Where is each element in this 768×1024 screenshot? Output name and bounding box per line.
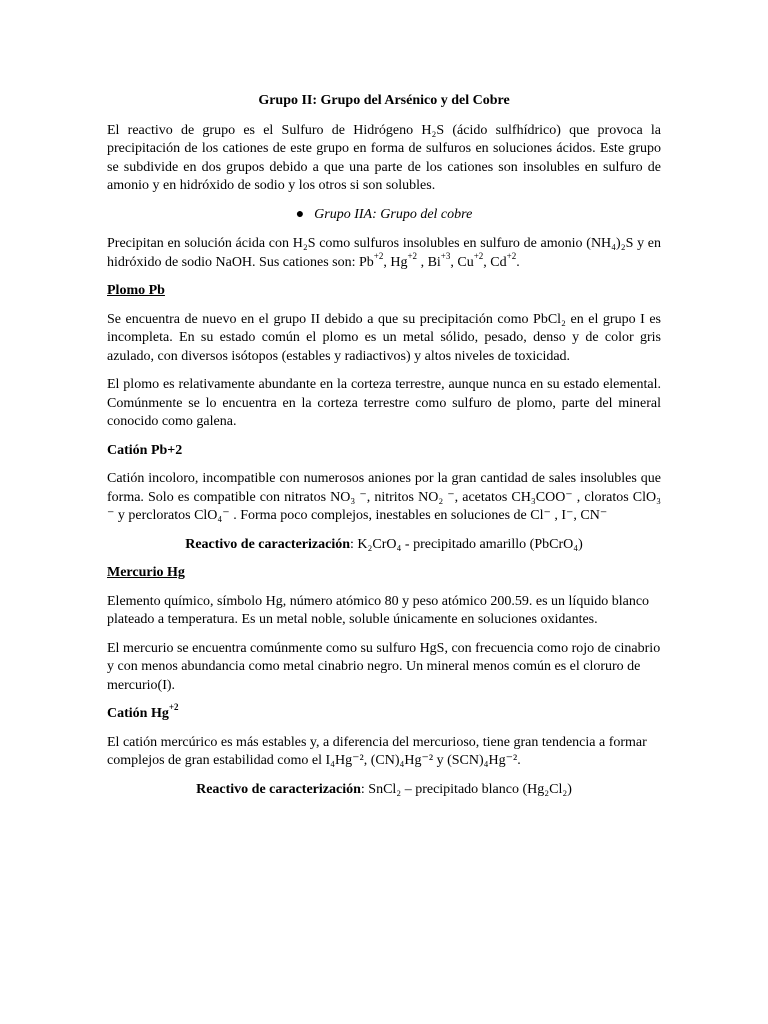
cation-charge: +2 [506,250,517,261]
pb-reactivo-line [107,536,661,555]
hg-reactivo-value: : SnCl₂ – precipitado blanco (Hg₂Cl₂) [360,781,572,797]
cation-pb-paragraph: Catión incoloro, incompatible con numerosos aniones por la gran cantidad de sales insolubles que forma. Solo es compatible con nitratos NO₃ ⁻, nitritos NO₂ ⁻, acetatos CH₃COO⁻ , cloratos ClO₃ ⁻ y percloratos ClO₄⁻ . Forma poco complejos, inestables en soluciones de Cl⁻ , I⁻, CN⁻ [107,471,661,523]
plomo-heading: Plomo Pb [107,283,165,298]
cation-charge: +3 [440,250,451,261]
document-body [107,92,661,809]
mercurio-paragraph-1: Elemento químico, símbolo Hg, número atómico 80 y peso atómico 200.59. es un líquido blanco plateado a temperatura. Es un metal noble, soluble únicamente en soluciones oxidantes. [107,593,650,627]
cation-cd: $Cd^{+2}$ [490,250,517,270]
cation-hg-heading-text: Catión Hg [107,706,169,721]
plomo-paragraph-2: El plomo es relativamente abundante en la corteza terrestre, aunque nunca en su estado elemental. Comúnmente se lo encuentra en la corteza terrestre como sulfuro de plomo, parte del mineral conocido como galena. [107,377,661,429]
cation-charge: +2 [407,250,418,261]
precipitan-paragraph [107,235,661,272]
cation-charge: +2 [373,250,384,261]
cation-cu: $Cu^{+2}$ [457,250,484,270]
cation-pb-heading: Catión Pb+2 [107,442,183,458]
hg-reactivo-line [107,781,661,800]
intro-paragraph: El reactivo de grupo es el Sulfuro de Hidrógeno H₂S (ácido sulfhídrico) que provoca la precipitación de los cationes de este grupo en forma de sulfuros en soluciones ácidos. Este grupo se subdivide en dos grupos debido a que una parte de los cationes son insolubles en sulfuro de amonio y en hidróxido de sodio y los otros si son solubles. [107,122,661,193]
pb-reactivo-value: : K₂CrO₄ - precipitado amarillo (PbCrO₄) [350,536,583,552]
cation-hg-paragraph: El catión mercúrico es más estables y, a diferencia del mercurioso, tiene gran tendencia a formar complejos de gran estabilidad como el I₄Hg⁻², (CN)₄Hg⁻² y (SCN)₄Hg⁻². [107,734,647,768]
pb-reactivo-label: Reactivo de caracterización [185,536,351,552]
bullet-dot-icon: ● [295,206,305,222]
mercurio-paragraph-2: El mercurio se encuentra comúnmente como su sulfuro HgS, con frecuencia como rojo de cinabrio y con menos abundancia como metal cinabrio negro. Un mineral menos común es el cloruro de mercurio(I). [107,640,661,693]
precipitan-line2: (NH₄)₂S y en hidróxido de sodio NaOH. Sus cationes son: [107,236,662,270]
cation-hg-heading-charge: +2 [168,702,179,713]
document-title: Grupo II: Grupo del Arsénico y del Cobre [258,93,510,108]
mercurio-heading: Mercurio Hg [107,565,185,580]
cation-hg-heading [107,702,661,724]
precipitan-line1: Precipitan en solución ácida con H₂S como sulfuros insolubles en sulfuro de amonio [107,236,583,251]
plomo-paragraph-1: Se encuentra de nuevo en el grupo II debido a que su precipitación como PbCl₂ en el grupo I es incompleta. En su estado común el plomo es un metal sólido, pesado, denso y de color gris azulado, con diversos isótopos (estables y radiactivos) y altos niveles de toxicidad. [107,311,661,364]
cation-list: $Pb^{+2}$, $Hg^{+2}$ , $Bi^{+3}$, $Cu^{+2}$, $Cd^{+2}$. [358,250,520,270]
cation-pb: $Pb^{+2}$ [358,250,384,270]
bullet-item [107,206,661,225]
cation-hg: $Hg^{+2}$ [390,250,418,270]
bullet-text: Grupo IIA: Grupo del cobre [314,206,473,222]
cation-charge: +2 [473,250,484,261]
cation-bi: $Bi^{+3}$ [427,250,451,270]
hg-reactivo-label: Reactivo de caracterización [196,781,361,797]
